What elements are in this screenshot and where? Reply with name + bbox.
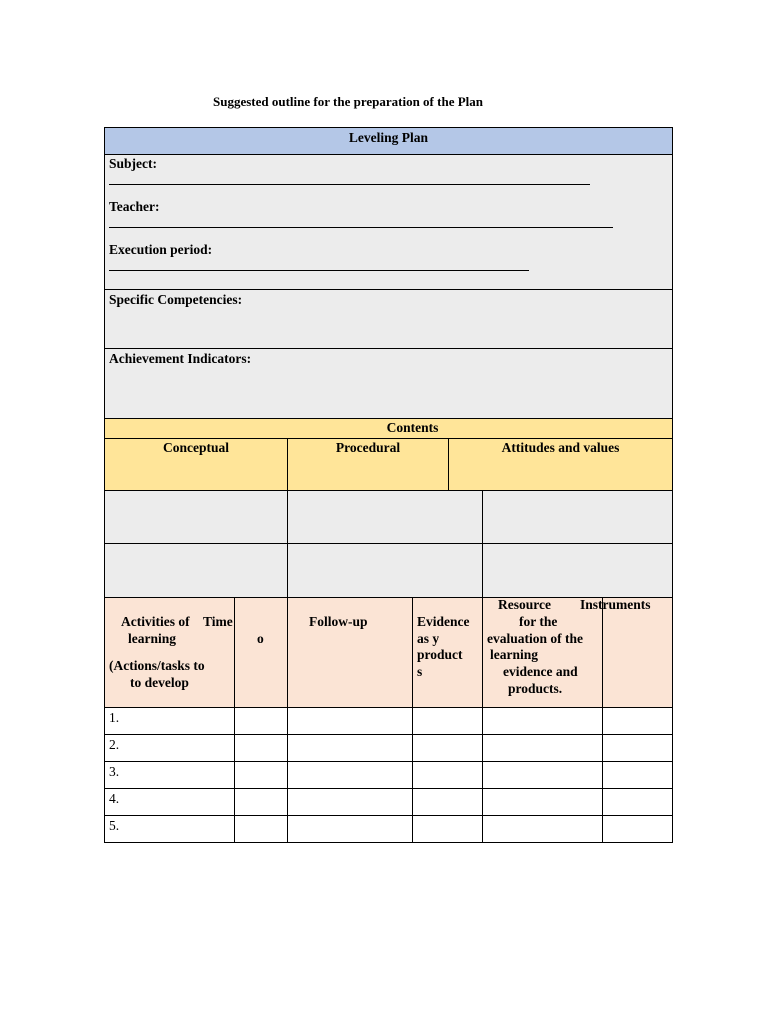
subject-label: Subject: bbox=[109, 156, 157, 171]
table-cell bbox=[602, 815, 673, 843]
plan-header bbox=[104, 127, 673, 155]
evidence-line-3: product bbox=[417, 647, 463, 662]
execution-period-line bbox=[109, 270, 529, 271]
table-row-number-cell bbox=[104, 734, 235, 762]
time-header-cell bbox=[234, 597, 288, 708]
execution-period-label: Execution period: bbox=[109, 242, 213, 257]
resource-line-2: for the bbox=[519, 614, 558, 629]
table-cell bbox=[412, 734, 483, 762]
competencies-label: Specific Competencies: bbox=[109, 292, 243, 307]
table-cell bbox=[482, 815, 603, 843]
instruments-text: Instruments bbox=[580, 597, 651, 612]
time-line-2: o bbox=[257, 631, 264, 646]
teacher-label: Teacher: bbox=[109, 199, 160, 214]
contents-cell bbox=[104, 490, 288, 544]
row-number: 1. bbox=[109, 710, 120, 725]
table-cell bbox=[602, 788, 673, 816]
table-cell bbox=[412, 707, 483, 735]
contents-col-attitudes bbox=[448, 438, 673, 491]
row-number: 4. bbox=[109, 791, 120, 806]
evidence-line-2: as y bbox=[417, 631, 440, 646]
contents-header-text: Contents bbox=[386, 420, 439, 435]
document-title: Suggested outline for the preparation of the Plan bbox=[213, 94, 483, 109]
table-cell bbox=[287, 761, 413, 789]
indicators-label: Achievement Indicators: bbox=[109, 351, 252, 366]
table-cell bbox=[234, 815, 288, 843]
table-cell bbox=[602, 761, 673, 789]
attitudes-label: Attitudes and values bbox=[501, 440, 620, 455]
table-cell bbox=[287, 815, 413, 843]
resource-line-1: Resource bbox=[498, 597, 551, 612]
resource-line-4: learning bbox=[490, 647, 539, 662]
evidence-line-1: Evidence bbox=[417, 614, 470, 629]
table-cell bbox=[234, 761, 288, 789]
instruments-header-cell bbox=[602, 597, 673, 708]
row-number: 5. bbox=[109, 818, 120, 833]
time-line-1: Time bbox=[203, 614, 233, 629]
table-cell bbox=[482, 707, 603, 735]
table-row-number-cell bbox=[104, 761, 235, 789]
activities-line-4: to develop bbox=[130, 675, 189, 690]
table-row-number-cell bbox=[104, 815, 235, 843]
competencies-section bbox=[104, 289, 673, 349]
resource-line-5: evidence and bbox=[503, 664, 578, 679]
contents-cell bbox=[287, 543, 483, 598]
evidence-line-4: s bbox=[417, 664, 423, 679]
conceptual-label: Conceptual bbox=[162, 440, 229, 455]
contents-header bbox=[104, 418, 673, 439]
table-row-number-cell bbox=[104, 788, 235, 816]
table-cell bbox=[602, 707, 673, 735]
contents-col-conceptual bbox=[104, 438, 288, 491]
contents-cell bbox=[482, 490, 673, 544]
indicators-section bbox=[104, 348, 673, 419]
resource-line-6: products. bbox=[508, 681, 563, 696]
plan-info-section bbox=[104, 154, 673, 290]
table-cell bbox=[412, 788, 483, 816]
contents-cell bbox=[287, 490, 483, 544]
table-cell bbox=[287, 734, 413, 762]
table-row-number-cell bbox=[104, 707, 235, 735]
table-cell bbox=[602, 734, 673, 762]
table-cell bbox=[412, 761, 483, 789]
table-cell bbox=[287, 788, 413, 816]
subject-line bbox=[109, 184, 590, 185]
table-cell bbox=[287, 707, 413, 735]
followup-text: Follow-up bbox=[309, 614, 368, 629]
table-cell bbox=[412, 815, 483, 843]
activities-line-2: learning bbox=[128, 631, 177, 646]
teacher-line bbox=[109, 227, 613, 228]
table-cell bbox=[234, 707, 288, 735]
table-cell bbox=[234, 788, 288, 816]
table-cell bbox=[234, 734, 288, 762]
contents-cell bbox=[482, 543, 673, 598]
table-cell bbox=[482, 734, 603, 762]
contents-col-procedural bbox=[287, 438, 449, 491]
table-cell bbox=[482, 788, 603, 816]
contents-cell bbox=[104, 543, 288, 598]
activities-line-3: (Actions/tasks to bbox=[109, 658, 205, 673]
row-number: 2. bbox=[109, 737, 120, 752]
row-number: 3. bbox=[109, 764, 120, 779]
procedural-label: Procedural bbox=[335, 440, 401, 455]
table-cell bbox=[482, 761, 603, 789]
activities-line-1: Activities of bbox=[121, 614, 190, 629]
plan-header-text: Leveling Plan bbox=[348, 130, 429, 145]
resource-line-3: evaluation of the bbox=[487, 631, 583, 646]
